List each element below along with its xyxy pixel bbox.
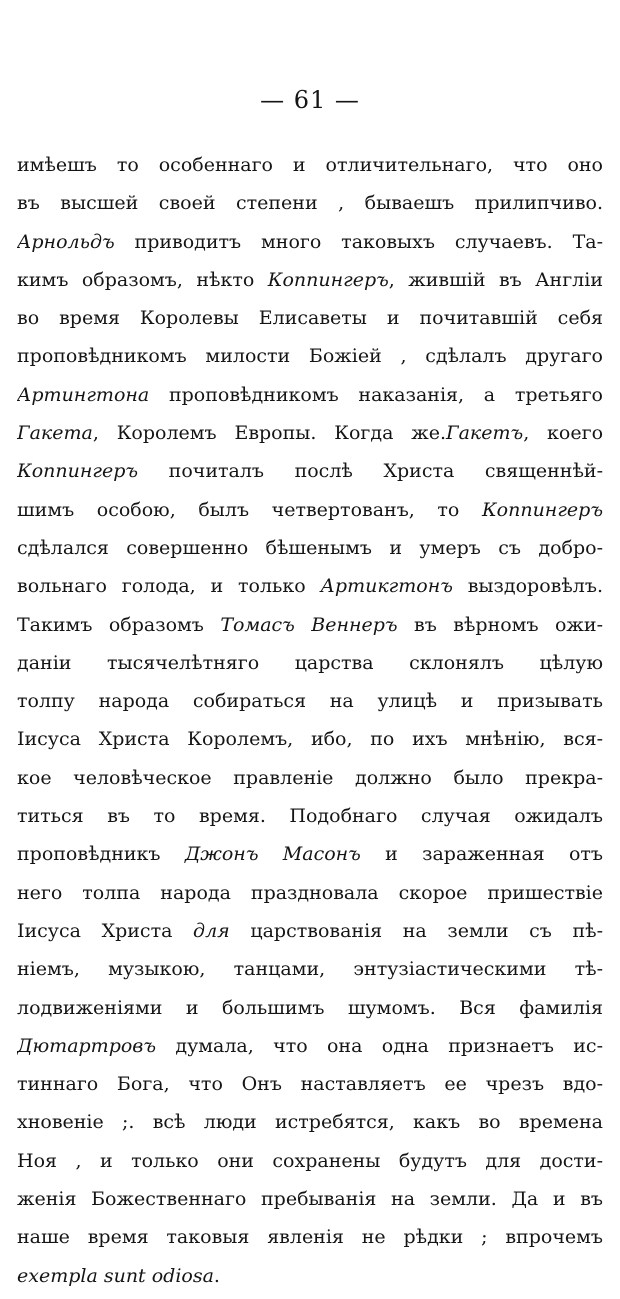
- italic-name: Арнольдъ: [17, 230, 115, 253]
- text-segment: выздоровѣлъ.: [452, 575, 603, 598]
- italic-name: Гакетъ: [446, 422, 524, 445]
- text-line: [17, 648, 603, 686]
- text-segment: даніи тысячелѣтняго царства склонялъ цѣлую: [17, 651, 603, 674]
- text-segment: лодвиженіями и большимъ шумомъ. Вся фамилія: [17, 996, 603, 1019]
- text-segment: проповѣдникомъ наказанія, а третьяго: [149, 383, 603, 406]
- text-line: [17, 1031, 603, 1069]
- text-line: [17, 610, 603, 648]
- text-segment: шимъ особою, былъ четвертованъ, то: [17, 498, 482, 521]
- text-segment: кое человѣческое правленіе должно было прекра-: [17, 766, 603, 789]
- italic-name: для: [193, 919, 230, 942]
- text-line: [17, 265, 603, 303]
- text-segment: думала, что она одна признаетъ ис-: [156, 1034, 603, 1057]
- text-line: [17, 801, 603, 839]
- text-segment: .: [213, 1264, 220, 1287]
- text-segment: толпу народа собираться на улицѣ и призывать: [17, 690, 603, 713]
- text-segment: титься въ то время. Подобнаго случая ожидалъ: [17, 805, 603, 828]
- text-segment: проповѣдникомъ милости Божіей , сдѣлалъ другаго: [17, 345, 603, 368]
- text-segment: ніемъ, музыкою, танцами, энтузіастическими тѣ-: [17, 958, 603, 981]
- text-segment: въ высшей своей степени , бываешъ прилипчиво.: [17, 192, 603, 215]
- text-line: [17, 227, 603, 265]
- text-segment: Такимъ образомъ: [17, 613, 221, 636]
- italic-name: Артикгтонъ: [320, 575, 453, 598]
- text-segment: женія Божественнаго пребыванія на земли. Да и въ: [17, 1188, 603, 1211]
- text-segment: вольнаго голода, и только: [17, 575, 321, 598]
- text-segment: Іисуса Христа: [17, 919, 194, 942]
- text-line: [17, 188, 603, 226]
- italic-name: Гакета: [17, 422, 93, 445]
- text-line: [17, 1146, 603, 1184]
- text-line: [17, 763, 603, 801]
- italic-name: Артингтона: [17, 383, 150, 406]
- text-segment: тиннаго Бога, что Онъ наставляетъ ее чрезъ вдо-: [17, 1073, 603, 1096]
- italic-name: Дютартровъ: [17, 1034, 157, 1057]
- text-line: [17, 380, 603, 418]
- text-line: [17, 533, 603, 571]
- text-line: [17, 1069, 603, 1107]
- body-text: [17, 150, 603, 1299]
- italic-name: Коппингеръ: [17, 460, 139, 483]
- italic-name: Коппингеръ: [267, 268, 389, 291]
- text-segment: въ вѣрномъ ожи-: [397, 613, 603, 636]
- text-segment: Іисуса Христа Королемъ, ибо, по ихъ мнѣнію, вся-: [17, 728, 603, 751]
- text-segment: кимъ образомъ, нѣкто: [17, 268, 268, 291]
- italic-name: Томасъ Веннеръ: [220, 613, 398, 636]
- text-line: [17, 571, 603, 609]
- text-segment: сдѣлался совершенно бѣшенымъ и умеръ съ добро-: [17, 536, 603, 559]
- text-segment: во время Королевы Елисаветы и почитавшій себя: [17, 307, 603, 330]
- text-line: [17, 1107, 603, 1145]
- text-segment: царствованія на земли съ пѣ-: [229, 919, 603, 942]
- text-line: [17, 724, 603, 762]
- text-line: [17, 341, 603, 379]
- text-segment: него толпа народа праздновала скорое пришествіе: [17, 881, 603, 904]
- text-segment: проповѣдникъ: [17, 843, 185, 866]
- text-segment: имѣешъ то особеннаго и отличительнаго, что оно: [17, 154, 603, 176]
- text-line: [17, 418, 603, 456]
- text-segment: почиталъ послѣ Христа священнѣй-: [138, 460, 603, 483]
- text-segment: , Королемъ Европы. Когда же.: [92, 422, 446, 445]
- text-line: [17, 916, 603, 954]
- text-line: [17, 993, 603, 1031]
- italic-name: Джонъ Масонъ: [184, 843, 361, 866]
- italic-name: exempla sunt odiosa: [17, 1264, 214, 1287]
- text-line: [17, 1222, 603, 1260]
- text-segment: хновеніе ;. всѣ люди истребятся, какъ во времена: [17, 1111, 603, 1134]
- text-line: [17, 839, 603, 877]
- page-number: — 61 —: [260, 86, 360, 114]
- text-line: [17, 150, 603, 188]
- text-segment: , коего: [523, 422, 603, 445]
- text-segment: приводитъ много таковыхъ случаевъ. Та-: [114, 230, 603, 253]
- text-line: [17, 456, 603, 494]
- text-line: [17, 878, 603, 916]
- text-line: [17, 686, 603, 724]
- text-line: [17, 1261, 603, 1299]
- italic-name: Коппингеръ: [481, 498, 603, 521]
- text-line: [17, 495, 603, 533]
- text-line: [17, 954, 603, 992]
- text-segment: , жившій въ Англіи: [388, 268, 603, 291]
- text-segment: наше время таковыя явленія не рѣдки ; впрочемъ: [17, 1226, 603, 1249]
- text-line: [17, 303, 603, 341]
- text-segment: Ноя , и только они сохранены будутъ для дости-: [17, 1149, 603, 1172]
- text-line: [17, 1184, 603, 1222]
- text-segment: и зараженная отъ: [360, 843, 603, 866]
